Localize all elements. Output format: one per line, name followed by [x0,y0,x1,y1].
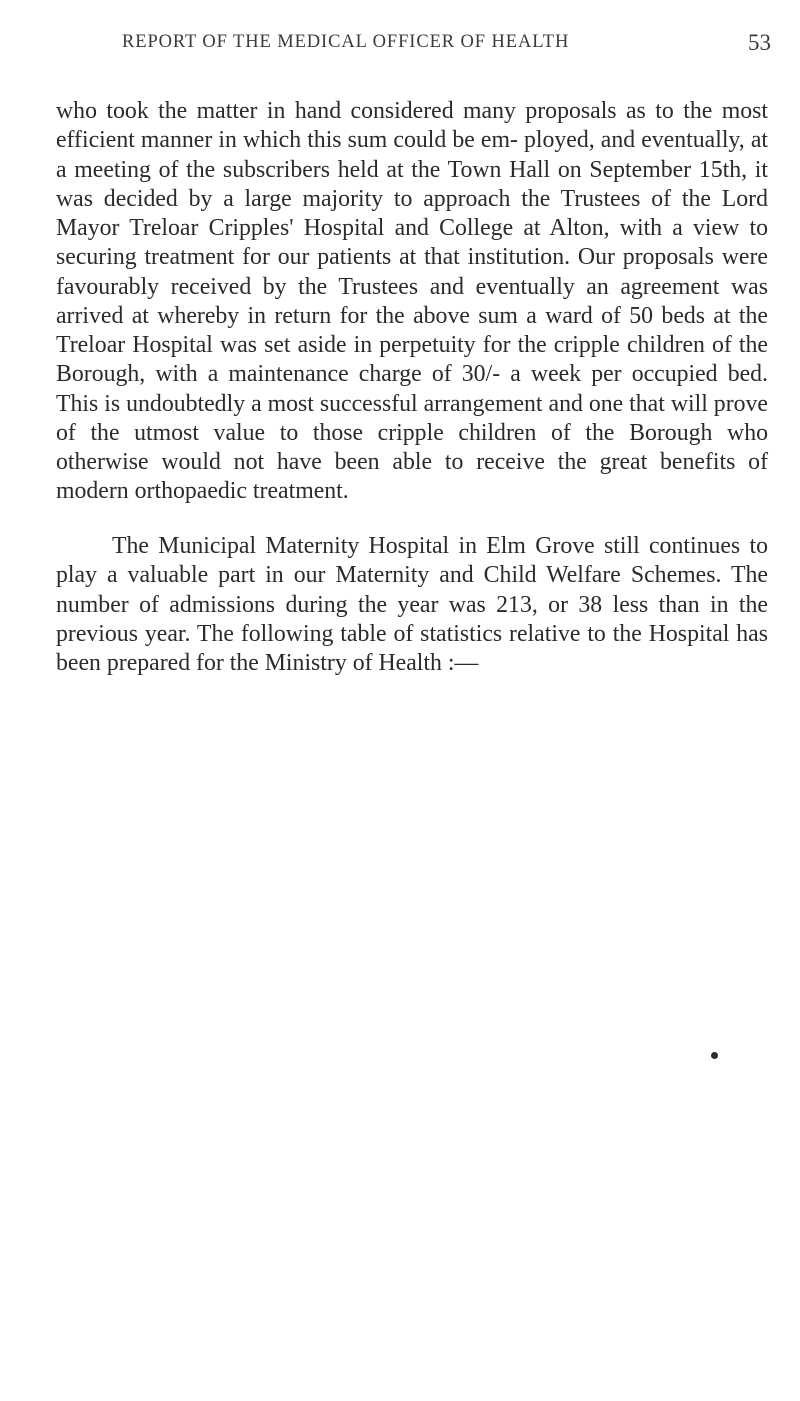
running-head [0,32,800,62]
paragraph-maternity-hospital: The Municipal Maternity Hospital in Elm Grove still continues to play a valuable part in our Maternity and Child Welfare Schemes. The number of admissions during the year was 213, or 38 less than in the previous year. The following table of statistics relative to the Hospital has been prepared for the Ministry of Health :— [56,533,768,676]
header-title: REPORT OF THE MEDICAL OFFICER OF HEALTH [122,32,570,52]
page-number: 53 [748,30,771,55]
ink-speck-mark [711,1052,718,1059]
paragraph-treloar-hospital: who took the matter in hand considered many proposals as to the most efficient manner in which this sum could be em- ployed, and eventually, at a meeting of the subscribers held at the Town Hall on September 15th, it was decided by a large majority to approach the Trustees of the Lord Mayor Treloar Cripples' Hospital and College at Alton, with a view to securing treatment for our patients at that institution. Our proposals were favourably received by the Trustees and eventually an agreement was arrived at whereby in return for the above sum a ward of 50 beds at the Treloar Hospital was set aside in perpetuity for the cripple children of the Borough, with a maintenance charge of 30/- a week per occupied bed. This is undoubtedly a most successful arrangement and one that will prove of the utmost value to those cripple children of the Borough who otherwise would not have been able to receive the great benefits of modern orthopaedic treatment. [56,98,768,505]
